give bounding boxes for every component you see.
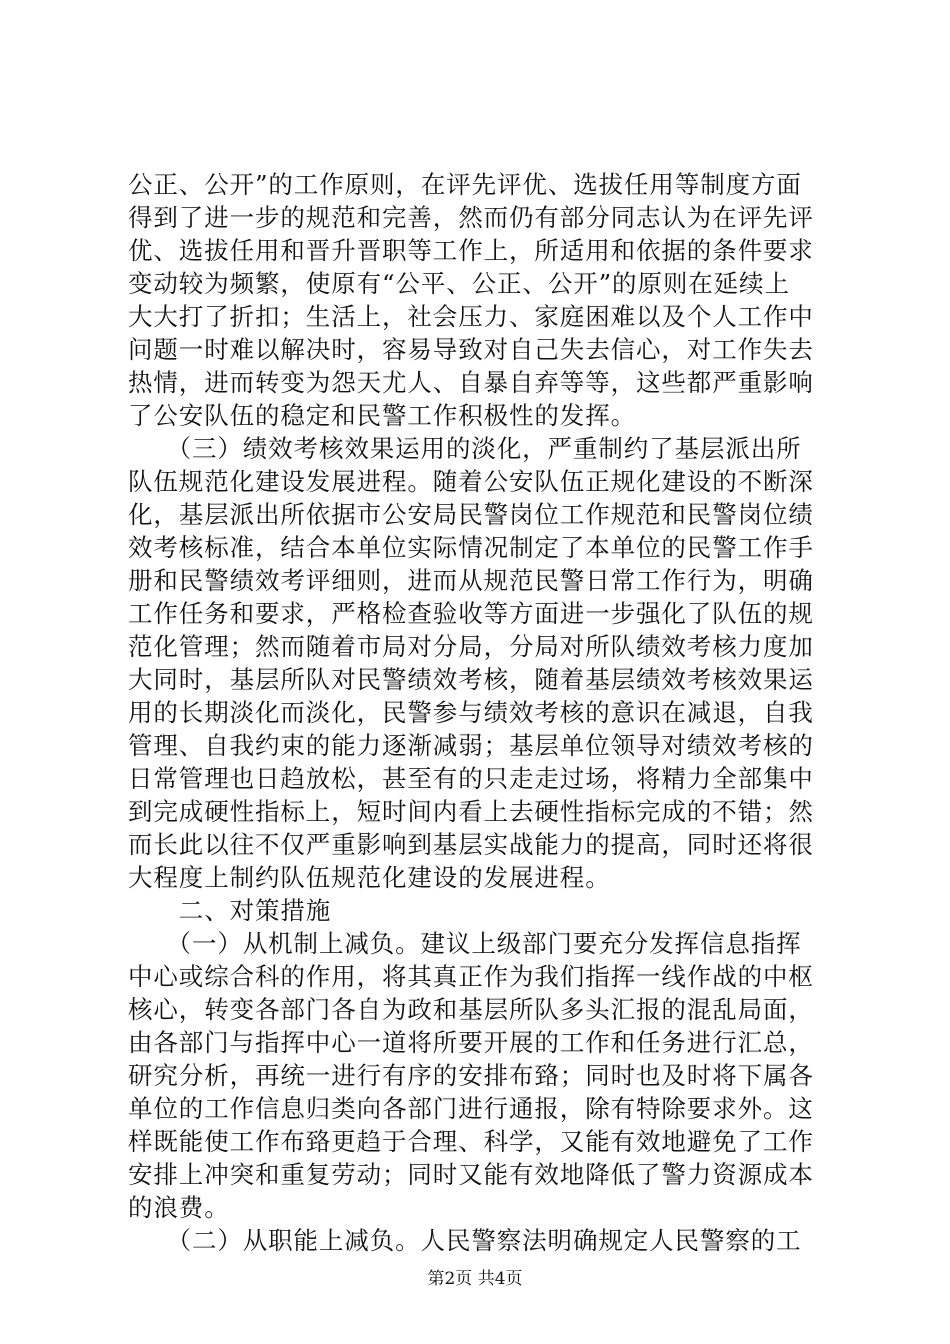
text-line: 而长此以往不仅严重影响到基层实战能力的提高，同时还将很 <box>128 830 814 859</box>
text-line: 二、对策措施 <box>128 896 332 925</box>
text-line: 用的长期淡化而淡化，民警参与绩效考核的意识在减退，自我 <box>128 698 814 727</box>
text-line: 效考核标准，结合本单位实际情况制定了本单位的民警工作手 <box>128 533 814 562</box>
text-line: （二）从职能上减负。人民警察法明确规定人民警察的工 <box>128 1226 802 1255</box>
text-line: 中心或综合科的作用，将其真正作为我们指挥一线作战的中枢 <box>128 962 814 991</box>
document-body <box>128 168 828 1257</box>
text-line: 管理、自我约束的能力逐渐减弱；基层单位领导对绩效考核的 <box>128 731 814 760</box>
text-line: 核心，转变各部门各自为政和基层所队多头汇报的混乱局面， <box>128 995 814 1024</box>
text-line: 的浪费。 <box>128 1193 230 1222</box>
text-line: 范化管理；然而随着市局对分局，分局对所队绩效考核力度加 <box>128 632 814 661</box>
text-line: 大程度上制约队伍规范化建设的发展进程。 <box>128 863 611 892</box>
text-line: 得到了进一步的规范和完善，然而仍有部分同志认为在评先评 <box>128 203 814 232</box>
text-line: 变动较为频繁，使原有“公平、公正、公开”的原则在延续上 <box>128 269 790 298</box>
text-line: 队伍规范化建设发展进程。随着公安队伍正规化建设的不断深 <box>128 467 814 496</box>
text-line: 册和民警绩效考评细则，进而从规范民警日常工作行为，明确 <box>128 566 814 595</box>
text-line: （三）绩效考核效果运用的淡化，严重制约了基层派出所 <box>128 434 802 463</box>
text-line: 到完成硬性指标上，短时间内看上去硬性指标完成的不错；然 <box>128 797 814 826</box>
text-line: 由各部门与指挥中心一道将所要开展的工作和任务进行汇总， <box>128 1028 814 1057</box>
text-line: 单位的工作信息归类向各部门进行通报，除有特除要求外。这 <box>128 1094 814 1123</box>
text-line: 热情，进而转变为怨天尤人、自暴自弃等等，这些都严重影响 <box>128 368 814 397</box>
text-line: 大大打了折扣；生活上，社会压力、家庭困难以及个人工作中 <box>128 302 814 331</box>
text-line: 大同时，基层所队对民警绩效考核，随着基层绩效考核效果运 <box>128 665 814 694</box>
text-line: 研究分析，再统一进行有序的安排布臵；同时也及时将下属各 <box>128 1061 814 1090</box>
text-line: （一）从机制上减负。建议上级部门要充分发挥信息指挥 <box>128 929 802 958</box>
text-line: 安排上冲突和重复劳动；同时又能有效地降低了警力资源成本 <box>128 1160 814 1189</box>
text-line: 优、选拔任用和晋升晋职等工作上，所适用和依据的条件要求 <box>128 236 814 265</box>
text-line: 了公安队伍的稳定和民警工作积极性的发挥。 <box>128 401 636 430</box>
text-line: 日常管理也日趋放松，甚至有的只走走过场，将精力全部集中 <box>128 764 814 793</box>
text-line: 公正、公开”的工作原则，在评先评优、选拔任用等制度方面 <box>128 170 802 199</box>
text-line: 工作任务和要求，严格检查验收等方面进一步强化了队伍的规 <box>128 599 814 628</box>
page-number-footer: 第2页 共4页 <box>427 1269 523 1289</box>
text-line: 化，基层派出所依据市公安局民警岗位工作规范和民警岗位绩 <box>128 500 814 529</box>
text-line: 问题一时难以解决时，容易导致对自己失去信心，对工作失去 <box>128 335 814 364</box>
text-line: 样既能使工作布臵更趋于合理、科学，又能有效地避免了工作 <box>128 1127 814 1156</box>
